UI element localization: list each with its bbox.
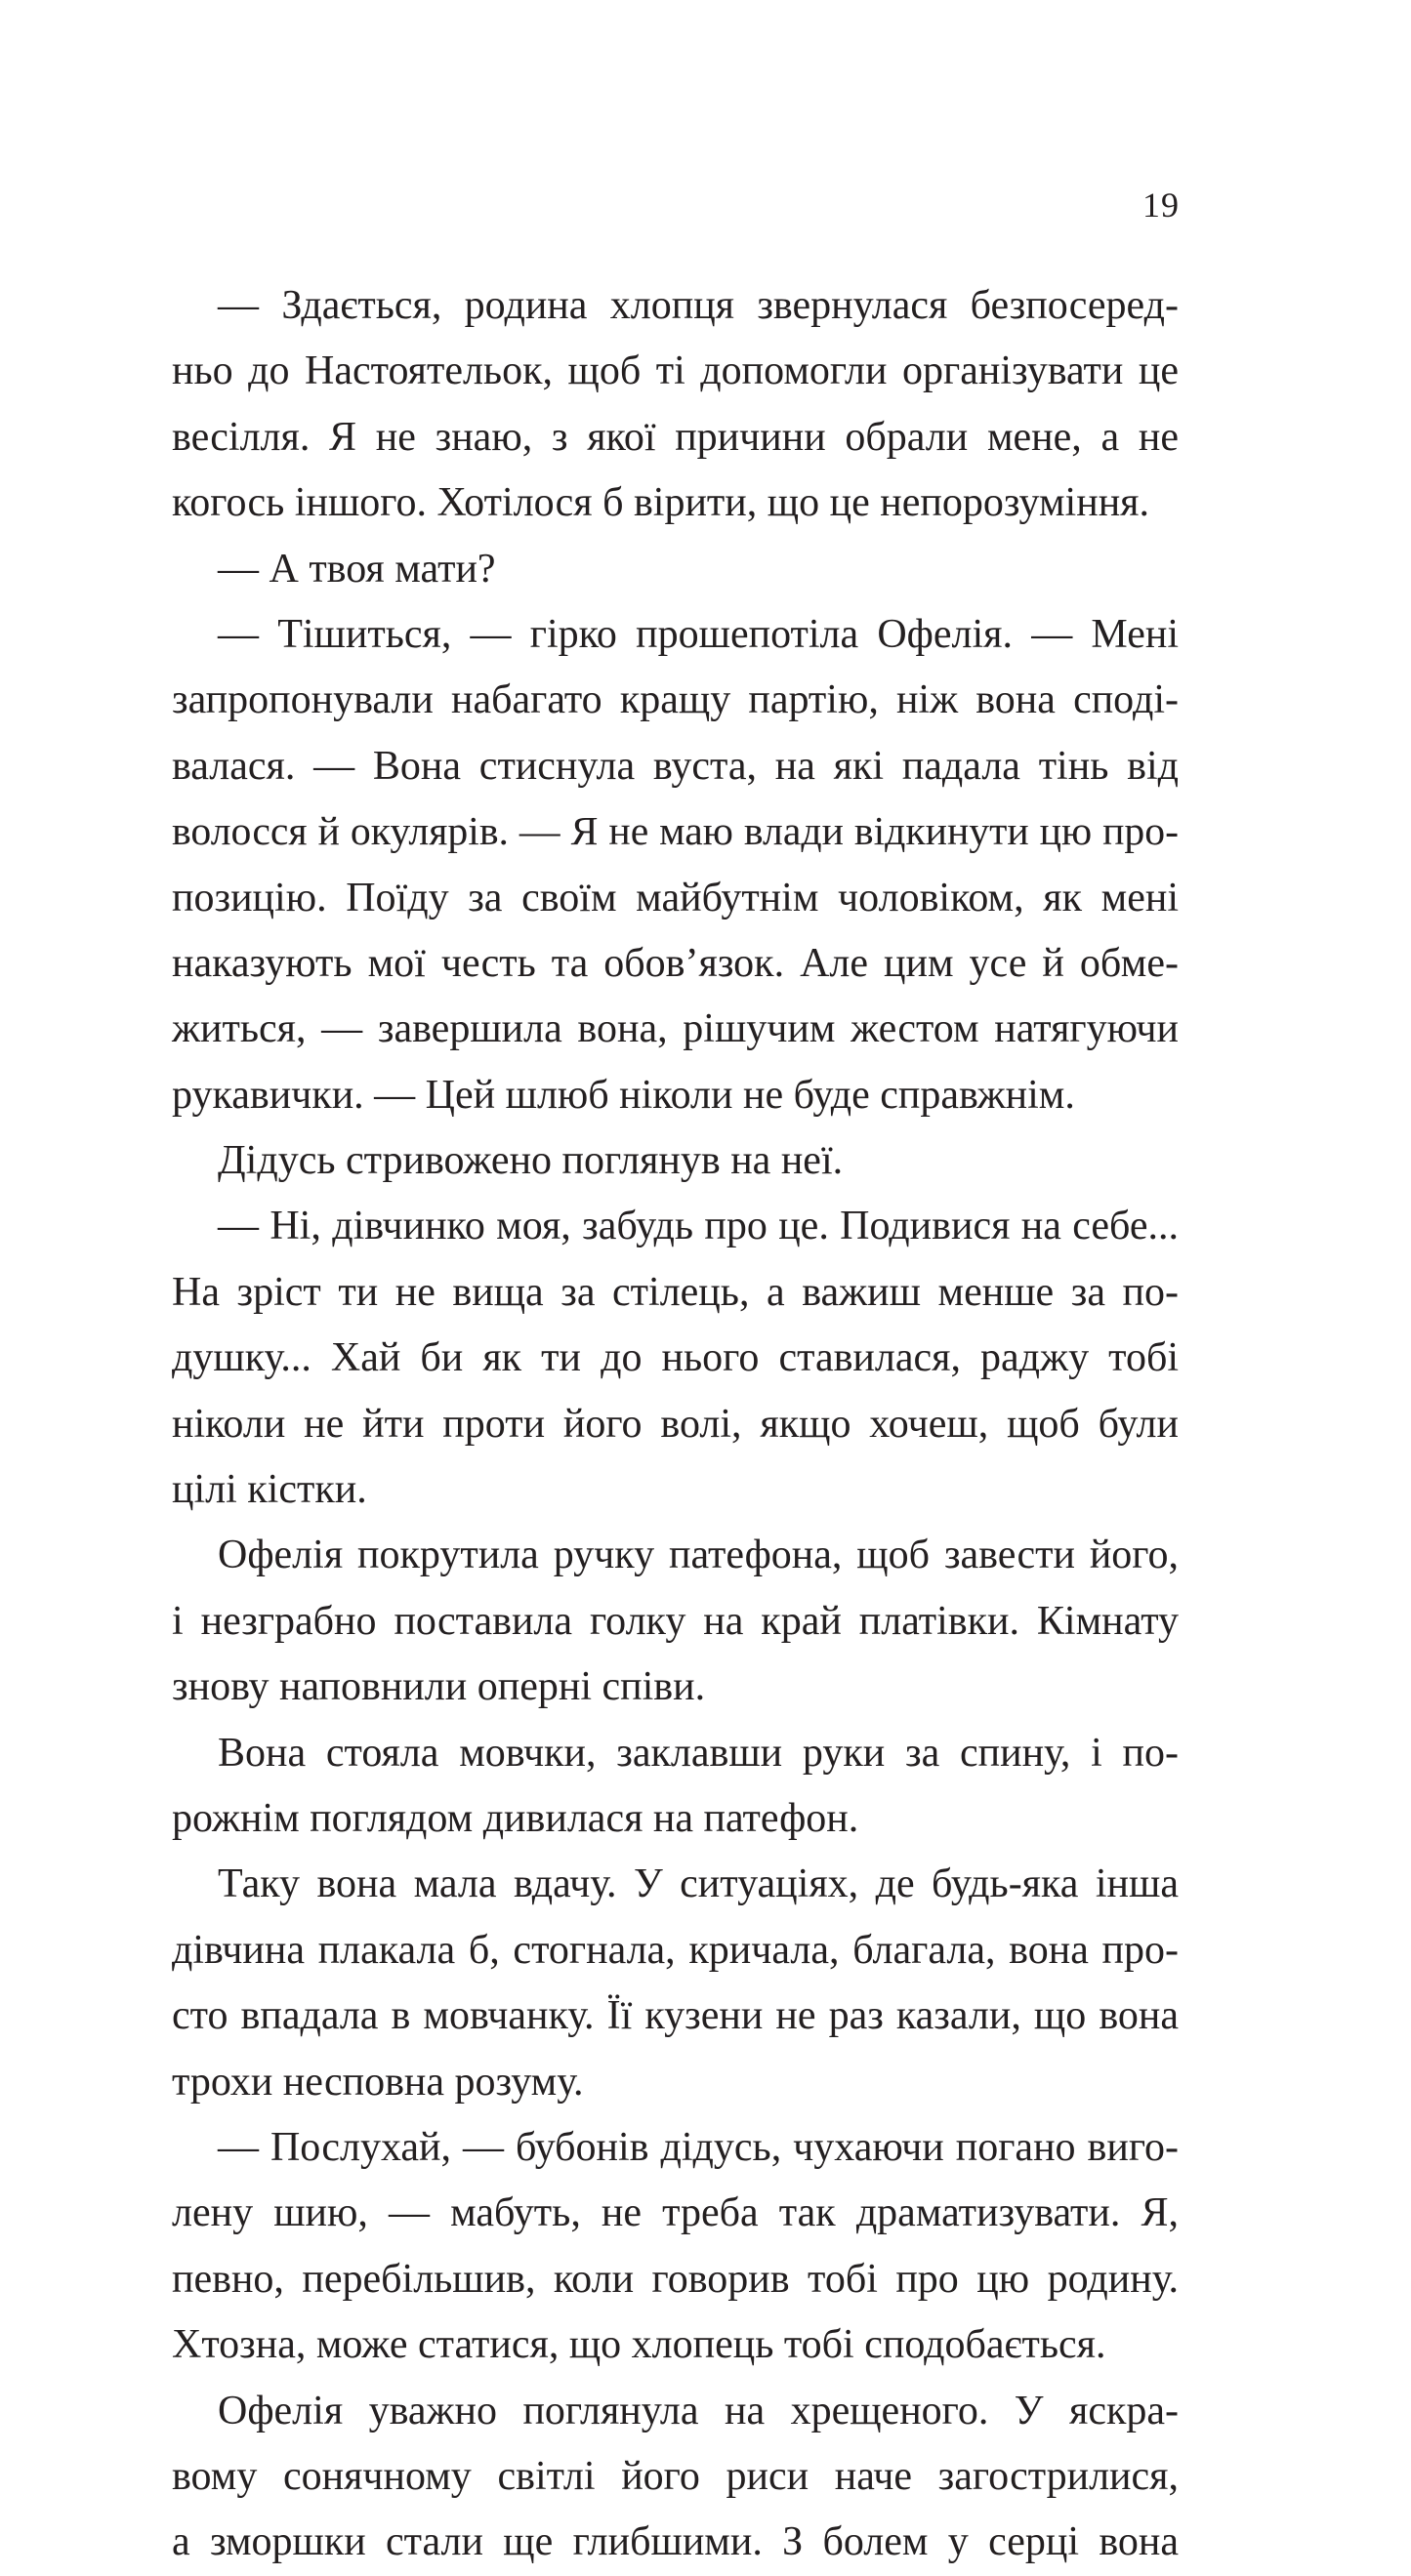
text-line: знову наповнили оперні співи.: [172, 1664, 706, 1710]
text-line: Офелія покрутила ручку патефона, щоб завести його,: [218, 1533, 1179, 1578]
text-line: Хтозна, може статися, що хлопець тобі сподобається.: [172, 2322, 1106, 2368]
text-line: ніколи не йти проти його волі, якщо хочеш, щоб були: [172, 1401, 1179, 1447]
text-line: трохи несповна розуму.: [172, 2059, 584, 2105]
text-line: валася. — Вона стиснула вуста, на які падала тінь від: [172, 743, 1179, 789]
text-line: — Здається, родина хлопця звернулася безпосеред-: [218, 283, 1179, 328]
text-line: Таку вона мала вдачу. У ситуаціях, де будь-яка інша: [218, 1861, 1179, 1907]
text-line: Офелія уважно поглянула на хрещеного. У яскра-: [218, 2388, 1179, 2433]
text-line: — Послухай, — бубонів дідусь, чухаючи погано виго-: [218, 2124, 1179, 2170]
text-line: вому сонячному світлі його риси наче загострилися,: [172, 2453, 1179, 2499]
text-line: запропонували набагато кращу партію, ніж вона споді-: [172, 677, 1179, 723]
text-line: певно, перебільшив, коли говорив тобі про цю родину.: [172, 2256, 1179, 2302]
text-line: рукавички. — Цей шлюб ніколи не буде справжнім.: [172, 1072, 1075, 1118]
body-text: [172, 273, 1179, 2576]
text-line: весілля. Я не знаю, з якої причини обрали мене, а не: [172, 414, 1179, 460]
text-line: і незграбно поставила голку на край платівки. Кімнату: [172, 1598, 1179, 1644]
text-line: душку... Хай би як ти до нього ставилася, раджу тобі: [172, 1335, 1179, 1381]
text-line: житься, — завершила вона, рішучим жестом натягуючи: [172, 1006, 1179, 1052]
text-line: — Ні, дівчинко моя, забудь про це. Подивися на себе...: [218, 1204, 1179, 1249]
text-line: лену шию, — мабуть, не треба так драматизувати. Я,: [172, 2190, 1179, 2236]
text-line: ньо до Настоятельок, щоб ті допомогли організувати це: [172, 348, 1179, 394]
page-number: 19: [1142, 185, 1180, 225]
text-line: Дідусь стривожено поглянув на неї.: [218, 1138, 844, 1184]
text-line: а зморшки стали ще глибшими. З болем у серці вона: [172, 2519, 1179, 2565]
text-line: — А твоя мати?: [218, 546, 496, 592]
text-line: На зріст ти не вища за стілець, а важиш менше за по-: [172, 1269, 1179, 1315]
text-line: Вона стояла мовчки, заклавши руки за спину, і по-: [218, 1730, 1179, 1776]
text-line: когось іншого. Хотілося б вірити, що це непорозуміння.: [172, 480, 1149, 526]
text-line: сто впадала в мовчанку. Її кузени не раз казали, що вона: [172, 1993, 1179, 2039]
text-line: — Тішиться, — гірко прошепотіла Офелія. — Мені: [218, 611, 1179, 657]
text-line: цілі кістки.: [172, 1467, 367, 1513]
text-line: рожнім поглядом дивилася на патефон.: [172, 1795, 859, 1841]
text-line: позицію. Поїду за своїм майбутнім чоловіком, як мені: [172, 875, 1179, 920]
text-line: волосся й окулярів. — Я не маю влади відкинути цю про-: [172, 809, 1179, 855]
text-line: дівчина плакала б, стогнала, кричала, благала, вона про-: [172, 1927, 1179, 1973]
text-line: наказують мої честь та обов’язок. Але цим усе й обме-: [172, 940, 1179, 986]
